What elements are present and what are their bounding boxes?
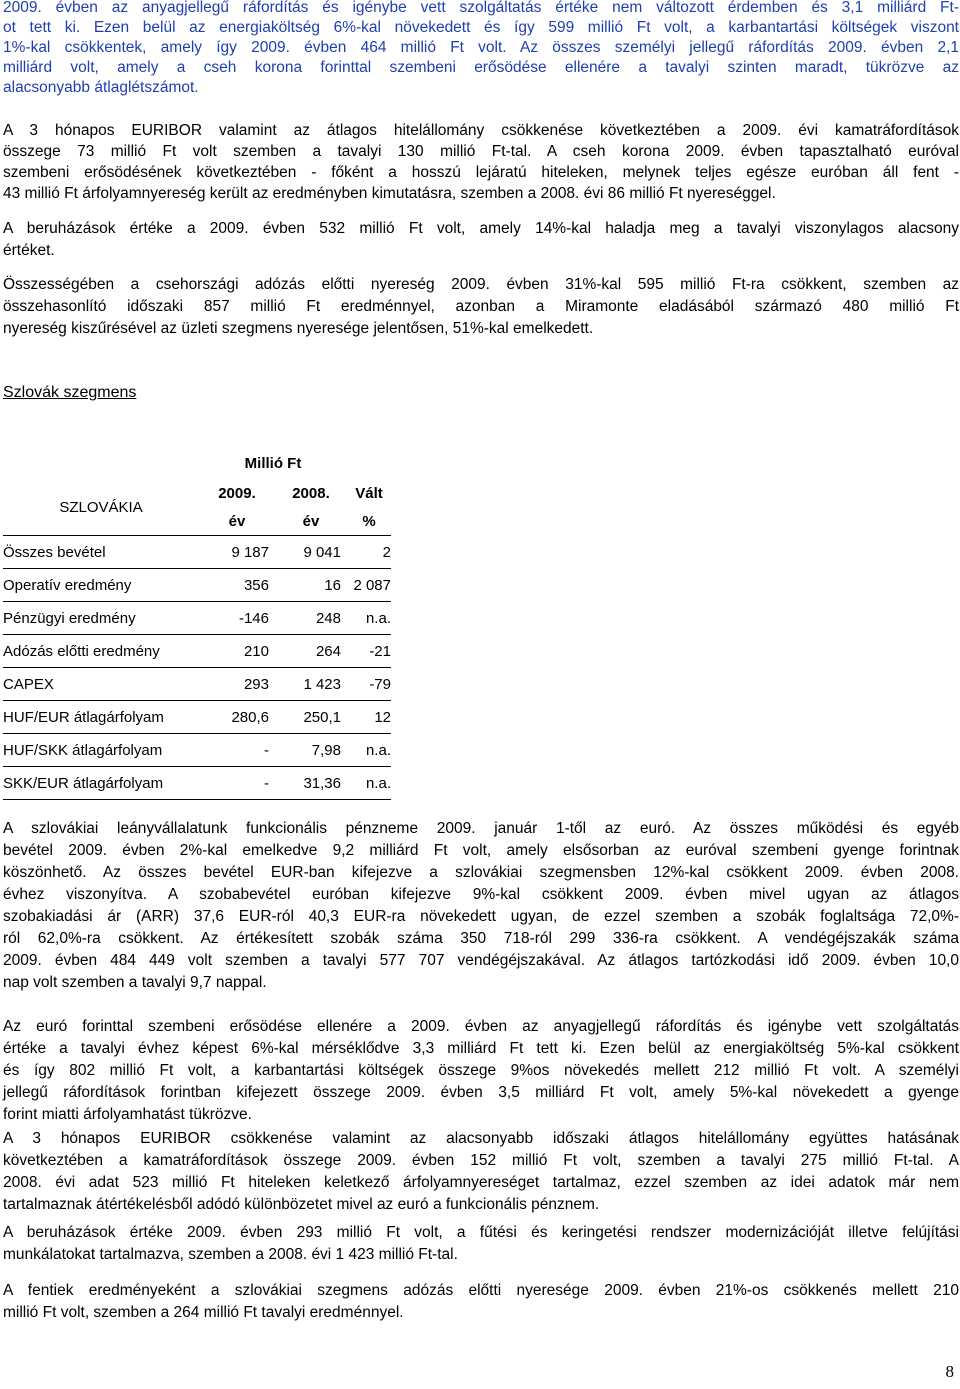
table-row — [3, 536, 391, 569]
text-line: A fentiek eredményeként a szlovákiai szegmens adózás előtti nyeresége 2009. évben 21%-os csökkenés mellett 210 — [3, 1282, 959, 1299]
value-2009: 280,6 — [199, 701, 275, 734]
text-line: 43 millió Ft árfolyamnyereség került az eredményben kimutatásra, szemben a 2008. évi 86 millió Ft nyereséggel. — [3, 185, 776, 202]
column-header-change: Vált — [355, 484, 383, 502]
value-2009: 9 187 — [199, 536, 275, 569]
value-2008: 264 — [275, 635, 347, 668]
text-line: szembeni erősödésének következtében - főként a hosszú lejáratú hiteleken, melynek teljes egésze euróban áll fent - — [3, 164, 959, 181]
table-row — [3, 767, 391, 800]
paragraph-slovak-interest — [3, 1128, 959, 1216]
value-change: -79 — [347, 668, 391, 701]
paragraph-czech-investment — [3, 218, 959, 262]
text-line: munkálatokat tartalmazva, szemben a 2008. évi 1 423 millió Ft-tal. — [3, 1246, 458, 1263]
text-line: nap volt szemben a tavalyi 9,7 nappal. — [3, 974, 267, 991]
text-line: ról 62,0%-ra csökkent. Az értékesített szobák száma 350 718-ról 299 336-ra csökkent. A vendégéjszakák száma — [3, 930, 959, 947]
paragraph-slovak-investment — [3, 1222, 959, 1266]
text-line: 2009. évben 484 449 volt szemben a tavalyi 577 707 vendégéjszakával. Az átlagos tartózkodási idő 2009. évben 10,0 — [3, 952, 959, 969]
slovak-segment-table — [3, 447, 393, 800]
row-label: Operatív eredmény — [3, 569, 199, 602]
row-label: HUF/SKK átlagárfolyam — [3, 734, 199, 767]
text-line: Az euró forinttal szembeni erősödése ellenére a 2009. évben az anyagjellegű ráfordítás és igénybe vett szolgáltatás — [3, 1018, 959, 1035]
row-label: Pénzügyi eredmény — [3, 602, 199, 635]
text-line: köszönhető. Az összes bevétel EUR-ban kifejezve a szlovákiai szegmensben 12%-kal csökkent 2009. évben 2008. — [3, 864, 959, 881]
table-row — [3, 569, 391, 602]
text-line: A beruházások értéke a 2009. évben 532 millió Ft volt, amely 14%-kal haladja meg a tavalyi viszonylagos alacsony — [3, 220, 959, 237]
section-heading: Szlovák szegmens — [3, 384, 137, 401]
text-line: A szlovákiai leányvállalatunk funkcionális pénzneme 2009. január 1-től az euró. Az összes működési és egyéb — [3, 820, 959, 837]
value-2008: 248 — [275, 602, 347, 635]
column-subheader-2008: év — [275, 507, 347, 536]
value-change: 12 — [347, 701, 391, 734]
value-change: 2 — [347, 536, 391, 569]
value-change: n.a. — [347, 734, 391, 767]
text-line: értéke a tavalyi évhez képest 6%-kal mérséklődve 3,3 milliárd Ft tett ki. Ezen belül az energiaköltség 5%-kal csökkent — [3, 1040, 959, 1057]
value-2008: 7,98 — [275, 734, 347, 767]
table-row — [3, 734, 391, 767]
text-line: 2009. évben az anyagjellegű ráfordítás és igénybe vett szolgáltatás értéke nem változott érdemben és 3,1 milliárd Ft- — [3, 0, 959, 16]
value-2009: - — [199, 734, 275, 767]
table-title: SZLOVÁKIA — [3, 479, 199, 536]
column-header-2008: 2008. — [292, 484, 330, 502]
column-subheader-change: % — [347, 507, 391, 536]
value-change: -21 — [347, 635, 391, 668]
text-line: értéket. — [3, 242, 55, 259]
paragraph-slovak-revenue — [3, 818, 959, 994]
text-line: forint miatti árfolyamhatást tükrözve. — [3, 1106, 252, 1123]
text-line: bevétel 2009. évben 2%-kal emelkedve 9,2 milliárd Ft volt, amely elsősorban az euróval szembeni gyenge forintnak — [3, 842, 959, 859]
text-line: 2008. évi adat 523 millió Ft hiteleken keletkező árfolyamnyereséget tartalmaz, ezzel szemben az idei adatok már nem — [3, 1174, 959, 1191]
table-row — [3, 701, 391, 734]
value-2008: 31,36 — [275, 767, 347, 800]
row-label: SKK/EUR átlagárfolyam — [3, 767, 199, 800]
text-line: 1%-kal csökkentek, amely így 2009. évben 464 millió Ft volt. Az összes személyi jellegű ráfordítás 2009. évben 2,1 — [3, 39, 959, 56]
column-subheader-2009: év — [199, 507, 275, 536]
text-line: összehasonlító időszaki 857 millió Ft eredménnyel, azonban a Miramonte eladásából származó 480 millió Ft — [3, 298, 959, 315]
text-line: tartalmaznak átértékelésből adódó különbözetet mivel az euró a funkcionális pénznem. — [3, 1196, 600, 1213]
row-label: Adózás előtti eredmény — [3, 635, 199, 668]
text-line: ot tett ki. Ezen belül az energiaköltség 6%-kal növekedett és így 599 millió Ft volt, a karbantartási költségek viszont — [3, 19, 959, 36]
text-line: évhez viszonyítva. A szobabevétel euróban kifejezve 9%-kal csökkent 2009. évben mivel ugyan az átlagos — [3, 886, 959, 903]
value-2008: 1 423 — [275, 668, 347, 701]
value-change: n.a. — [347, 767, 391, 800]
paragraph-czech-interest — [3, 120, 959, 204]
value-2009: - — [199, 767, 275, 800]
table-unit-header: Millió Ft — [244, 454, 302, 472]
value-2008: 16 — [275, 569, 347, 602]
text-line: A 3 hónapos EURIBOR csökkenése valamint az alacsonyabb időszaki átlagos hitelállomány együttes hatásának — [3, 1130, 959, 1147]
value-change: n.a. — [347, 602, 391, 635]
row-label: HUF/EUR átlagárfolyam — [3, 701, 199, 734]
text-line: Összességében a csehországi adózás előtti nyereség 2009. évben 31%-kal 595 millió Ft-ra csökkent, szemben az — [3, 276, 959, 293]
value-2009: 293 — [199, 668, 275, 701]
text-line: milliárd volt, amely a cseh korona forinttal szembeni erősödése ellenére a tavalyi szinten maradt, tükrözve az — [3, 59, 959, 76]
table-row — [3, 668, 391, 701]
value-2008: 9 041 — [275, 536, 347, 569]
column-header-2009: 2009. — [218, 484, 256, 502]
text-line: összege 73 millió Ft volt szemben a tavalyi 130 millió Ft-tal. A cseh korona 2009. évben tapasztalható euróval — [3, 143, 959, 160]
paragraph-czech-costs — [3, 0, 959, 98]
table-row — [3, 635, 391, 668]
value-change: 2 087 — [347, 569, 391, 602]
text-line: és így 802 millió Ft volt, a karbantartási költségek összege 9%os növekedés mellett 212 millió Ft volt. A személyi — [3, 1062, 959, 1079]
text-line: millió Ft volt, szemben a 264 millió Ft tavalyi eredménnyel. — [3, 1304, 404, 1321]
table-row — [3, 602, 391, 635]
text-line: szobakiadási ár (ARR) 37,6 EUR-ról 40,3 EUR-ra növekedett ugyan, de ezzel szemben a szobák foglaltsága 72,0%- — [3, 908, 959, 925]
text-line: A beruházások értéke 2009. évben 293 millió Ft volt, a fűtési és keringetési rendszer modernizációját illetve felújítási — [3, 1224, 959, 1241]
text-line: következtében a kamatráfordítások összege 2009. évben 152 millió Ft volt, szemben a tavalyi 275 millió Ft-tal. A — [3, 1152, 959, 1169]
row-label: CAPEX — [3, 668, 199, 701]
paragraph-slovak-summary — [3, 1280, 959, 1324]
paragraph-slovak-costs — [3, 1016, 959, 1126]
row-label: Összes bevétel — [3, 536, 199, 569]
value-2009: 356 — [199, 569, 275, 602]
value-2009: -146 — [199, 602, 275, 635]
page-number: 8 — [945, 1362, 954, 1381]
value-2009: 210 — [199, 635, 275, 668]
value-2008: 250,1 — [275, 701, 347, 734]
text-line: nyereség kiszűrésével az üzleti szegmens nyeresége jelentősen, 51%-kal emelkedett. — [3, 320, 594, 337]
text-line: A 3 hónapos EURIBOR valamint az átlagos hitelállomány csökkenése következtében a 2009. évi kamatráfordítások — [3, 122, 959, 139]
text-line: alacsonyabb átlaglétszámot. — [3, 79, 199, 96]
paragraph-czech-summary — [3, 274, 959, 340]
text-line: jellegű ráfordítások forintban kifejezett összege 2009. évben 3,5 milliárd Ft volt, amely 5%-kal növekedett a gyenge — [3, 1084, 959, 1101]
